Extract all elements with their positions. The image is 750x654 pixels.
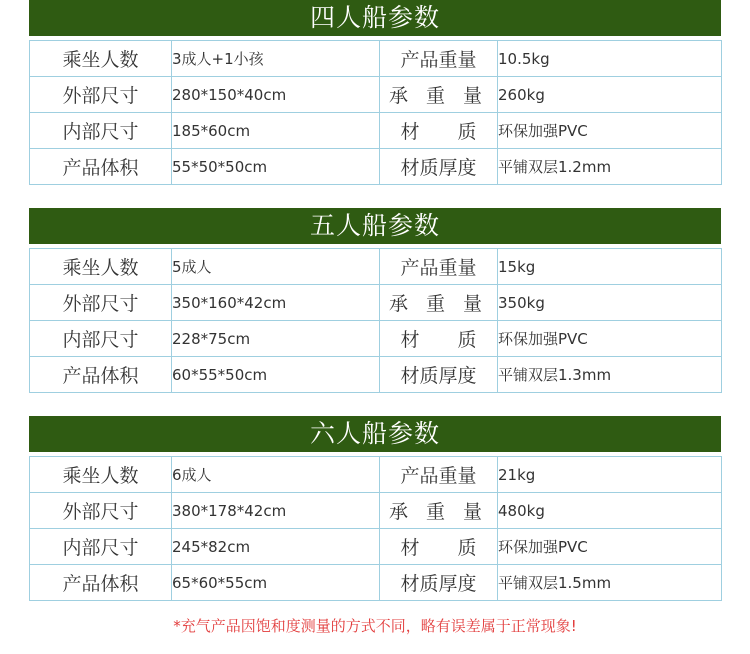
param-value: 185*60cm	[172, 113, 380, 149]
param-value: 6成人	[172, 457, 380, 493]
param-label: 产品体积	[30, 149, 172, 185]
param-value: 280*150*40cm	[172, 77, 380, 113]
table-row	[30, 249, 722, 285]
param-value: 350*160*42cm	[172, 285, 380, 321]
param-value: 260kg	[498, 77, 722, 113]
section-five-person-boat	[29, 208, 721, 393]
table-row	[30, 149, 722, 185]
param-label: 材 质	[380, 321, 498, 357]
section-title: 六人船参数	[29, 416, 721, 452]
param-value: 228*75cm	[172, 321, 380, 357]
param-label: 乘坐人数	[30, 41, 172, 77]
table-row	[30, 113, 722, 149]
params-table	[29, 248, 722, 393]
param-label: 材质厚度	[380, 565, 498, 601]
param-label: 产品重量	[380, 457, 498, 493]
param-label: 承 重 量	[380, 77, 498, 113]
param-label: 内部尺寸	[30, 113, 172, 149]
param-value: 55*50*50cm	[172, 149, 380, 185]
section-six-person-boat	[29, 416, 721, 601]
param-value: 环保加强PVC	[498, 529, 722, 565]
table-row	[30, 457, 722, 493]
param-label: 材 质	[380, 113, 498, 149]
param-label: 产品体积	[30, 357, 172, 393]
disclaimer-note: *充气产品因饱和度测量的方式不同，略有误差属于正常现象!	[173, 617, 577, 635]
param-value: 350kg	[498, 285, 722, 321]
section-four-person-boat	[29, 0, 721, 185]
table-row	[30, 357, 722, 393]
param-label: 乘坐人数	[30, 249, 172, 285]
param-value: 5成人	[172, 249, 380, 285]
param-label: 材 质	[380, 529, 498, 565]
param-label: 产品体积	[30, 565, 172, 601]
param-value: 380*178*42cm	[172, 493, 380, 529]
param-label: 承 重 量	[380, 493, 498, 529]
table-row	[30, 493, 722, 529]
param-label: 承 重 量	[380, 285, 498, 321]
param-label: 内部尺寸	[30, 529, 172, 565]
param-value: 平铺双层1.2mm	[498, 149, 722, 185]
param-value: 平铺双层1.3mm	[498, 357, 722, 393]
param-value: 10.5kg	[498, 41, 722, 77]
params-table	[29, 456, 722, 601]
param-label: 内部尺寸	[30, 321, 172, 357]
param-label: 产品重量	[380, 249, 498, 285]
params-table	[29, 40, 722, 185]
table-row	[30, 321, 722, 357]
param-label: 外部尺寸	[30, 493, 172, 529]
param-value: 15kg	[498, 249, 722, 285]
param-value: 3成人+1小孩	[172, 41, 380, 77]
table-row	[30, 285, 722, 321]
table-row	[30, 565, 722, 601]
param-label: 外部尺寸	[30, 77, 172, 113]
param-label: 外部尺寸	[30, 285, 172, 321]
param-label: 材质厚度	[380, 357, 498, 393]
param-value: 60*55*50cm	[172, 357, 380, 393]
param-value: 21kg	[498, 457, 722, 493]
param-label: 产品重量	[380, 41, 498, 77]
section-title: 四人船参数	[29, 0, 721, 36]
table-row	[30, 77, 722, 113]
param-value: 平铺双层1.5mm	[498, 565, 722, 601]
param-value: 480kg	[498, 493, 722, 529]
param-label: 材质厚度	[380, 149, 498, 185]
param-value: 65*60*55cm	[172, 565, 380, 601]
param-label: 乘坐人数	[30, 457, 172, 493]
table-row	[30, 41, 722, 77]
section-title: 五人船参数	[29, 208, 721, 244]
table-row	[30, 529, 722, 565]
param-value: 环保加强PVC	[498, 321, 722, 357]
param-value: 环保加强PVC	[498, 113, 722, 149]
param-value: 245*82cm	[172, 529, 380, 565]
